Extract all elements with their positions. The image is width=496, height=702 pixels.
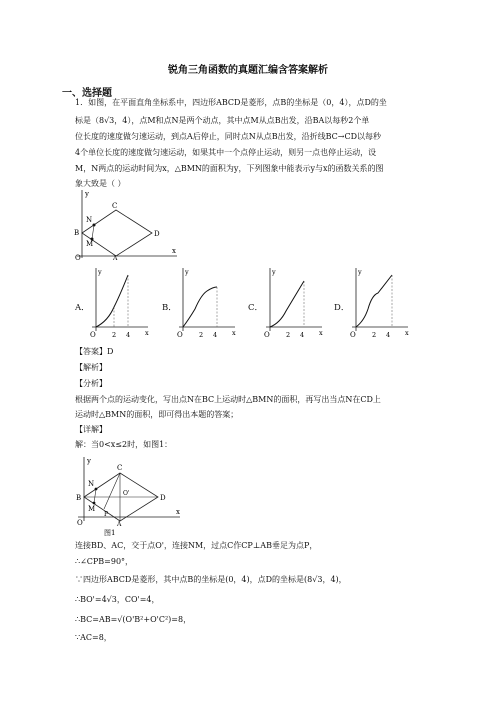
svg-text:B: B	[76, 494, 82, 502]
svg-text:2: 2	[199, 331, 204, 339]
svg-text:x: x	[232, 329, 236, 337]
point-a-label: A	[113, 255, 118, 260]
solution-line: ∴BO'=4√3，CO'=4，	[75, 595, 160, 604]
origin-label: O	[75, 254, 81, 260]
svg-text:4: 4	[386, 331, 391, 339]
figure-1	[74, 455, 186, 539]
svg-text:O: O	[90, 331, 96, 339]
svg-text:2: 2	[372, 331, 377, 339]
solution-line: 连接BD、AC，交于点O'，连接NM，过点C作CP⊥AB垂足为点P，	[75, 541, 318, 550]
page-title: 锐角三角函数的真题汇编含答案解析	[168, 65, 328, 76]
svg-text:x: x	[405, 329, 409, 337]
svg-text:2: 2	[112, 331, 117, 339]
question-line: 位长度的速度做匀速运动，到点A后停止，同时点N从点B出发，沿折线BC→CD以每秒	[75, 132, 382, 141]
point-m-label: M	[86, 240, 94, 248]
svg-text:O: O	[177, 331, 183, 339]
svg-text:x: x	[145, 329, 149, 337]
svg-text:P: P	[104, 511, 109, 518]
option-c-graph	[262, 265, 326, 341]
svg-text:O: O	[77, 519, 83, 527]
option-d-graph	[348, 265, 412, 341]
rhombus-figure	[72, 188, 182, 260]
svg-text:O: O	[264, 331, 270, 339]
svg-text:y: y	[185, 268, 189, 276]
svg-text:C: C	[117, 464, 123, 472]
svg-text:D: D	[160, 494, 166, 502]
svg-text:A: A	[117, 521, 122, 528]
solution-line: ∵AC=8，	[75, 633, 112, 642]
point-n-label: N	[86, 216, 93, 224]
svg-text:O': O'	[123, 490, 130, 497]
option-c-label: C．	[248, 303, 264, 313]
svg-text:4: 4	[213, 331, 218, 339]
svg-text:y: y	[87, 457, 91, 465]
svg-text:x: x	[176, 508, 180, 516]
question-line: M，N两点的运动时间为x，△BMN的面积为y，下列图象中能表示y与x的函数关系的图	[75, 164, 384, 173]
svg-text:N: N	[88, 480, 95, 488]
detail-intro: 解：当0<x≤2时，如图1：	[75, 440, 173, 449]
svg-text:M: M	[88, 505, 96, 513]
solution-line: ∴BC=AB=√(O'B²+O'C²)=8，	[75, 615, 192, 624]
fenxi-tag: 【分析】	[75, 379, 107, 388]
option-d-label: D．	[334, 303, 350, 313]
figure-caption: 图1	[104, 529, 116, 537]
svg-text:x: x	[319, 329, 323, 337]
svg-text:2: 2	[286, 331, 291, 339]
option-a-label: A．	[75, 303, 90, 313]
fenxi-line: 运动时△BMN的面积，即可得出本题的答案；	[75, 410, 239, 419]
axis-x-label: x	[172, 247, 176, 255]
point-d-label: D	[154, 230, 160, 238]
detail-tag: 【详解】	[75, 425, 107, 434]
svg-text:y: y	[358, 268, 362, 276]
point-c-label: C	[112, 202, 118, 210]
point-b-label: B	[74, 229, 80, 237]
svg-text:y: y	[98, 268, 102, 276]
svg-text:y: y	[272, 268, 276, 276]
question-line: 象大致是（ ）	[75, 179, 126, 188]
section-heading: 一、选择题	[62, 88, 112, 99]
svg-text:4: 4	[126, 331, 131, 339]
question-line: 4个单位长度的速度做匀速运动，如果其中一个点停止运动，则另一点也停止运动，设	[75, 148, 377, 157]
option-a-graph	[88, 265, 152, 341]
solution-line: ∴∠CPB=90°，	[75, 557, 134, 566]
solution-line: ∵四边形ABCD是菱形，其中点B的坐标是(0，4)，点D的坐标是(8√3，4)，	[75, 575, 347, 584]
svg-text:O: O	[350, 331, 356, 339]
option-b-label: B．	[162, 303, 177, 313]
svg-text:4: 4	[300, 331, 305, 339]
question-line: 1．如图，在平面直角坐标系中，四边形ABCD是菱形，点B的坐标是（0，4），点D的坐	[75, 98, 387, 107]
fenxi-line: 根据两个点的运动变化，写出点N在BC上运动时△BMN的面积，再写出当点N在CD上	[75, 395, 381, 404]
question-line: 标是（8√3，4），点M和点N是两个动点，其中点M从点B出发，沿BA以每秒2个单	[75, 116, 370, 125]
option-b-graph	[175, 265, 239, 341]
answer-text: 【答案】D	[75, 347, 114, 356]
analysis-tag: 【解析】	[75, 363, 107, 372]
axis-y-label: y	[85, 190, 89, 198]
